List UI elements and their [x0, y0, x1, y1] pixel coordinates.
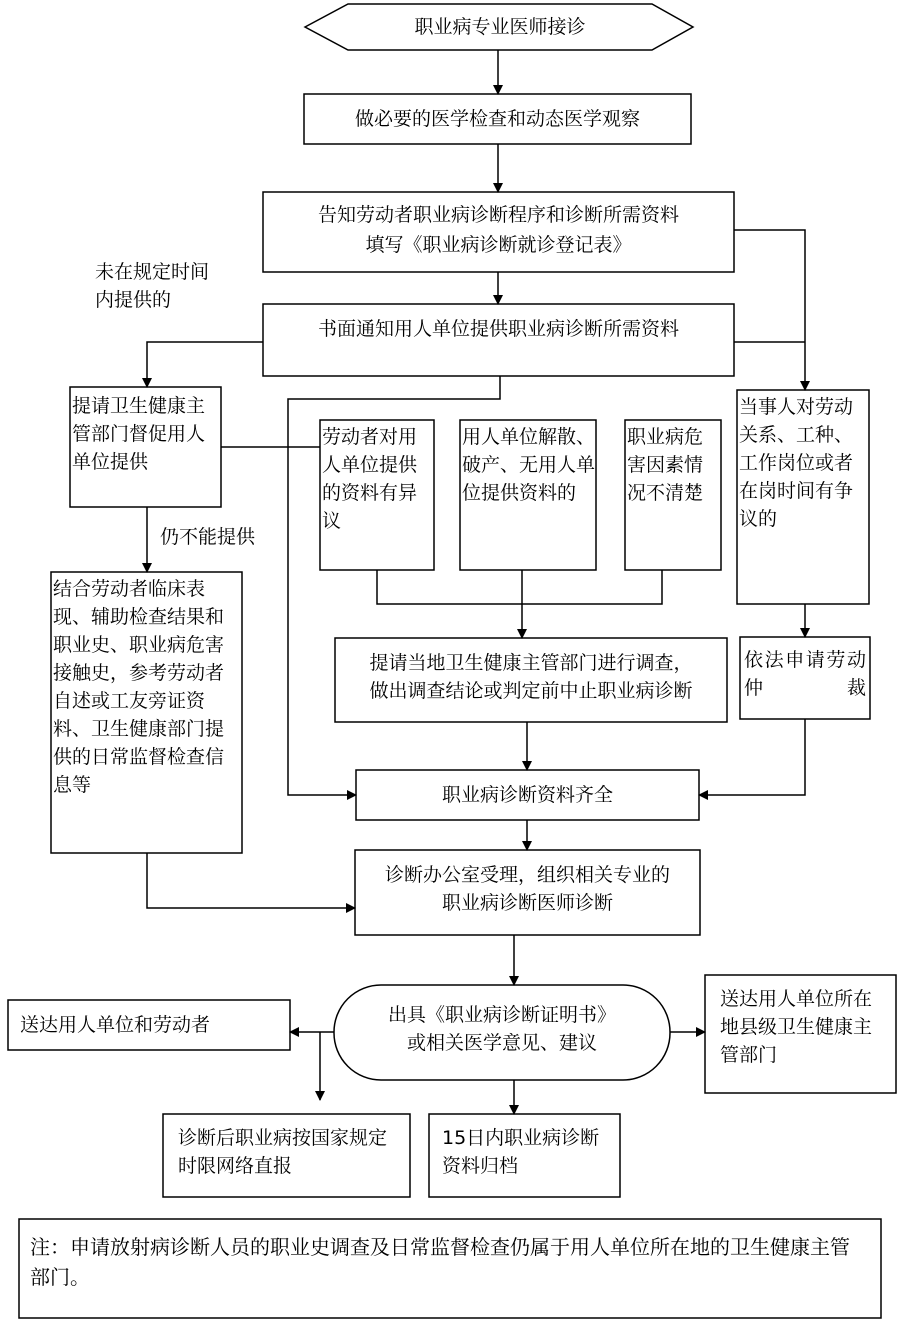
- investigate-label-line2: 做出调查结论或判定前中止职业病诊断: [369, 680, 693, 702]
- archive-label: 15日内职业病诊断资料归档: [442, 1127, 600, 1177]
- hazard-unclear-label: 职业病危害因素情况不清楚: [627, 426, 704, 504]
- certificate-label-line2: 或相关医学意见、建议: [406, 1032, 597, 1054]
- start-node-label: 职业病专业医师接诊: [414, 16, 586, 38]
- report-label: 诊断后职业病按国家规定时限网络直报: [178, 1127, 388, 1177]
- arbitration-label: 依法申请劳动仲裁: [744, 649, 866, 699]
- unit-dissolved-label: 用人单位解散、破产、无用人单位提供资料的: [462, 426, 596, 504]
- deliver-county-label: 送达用人单位所在地县级卫生健康主管部门: [720, 988, 873, 1066]
- not-provided-label: 未在规定时间内提供的: [95, 261, 210, 311]
- investigate-label-line1: 提请当地卫生健康主管部门进行调查，: [369, 652, 693, 674]
- deliver-both-label: 送达用人单位和劳动者: [20, 1014, 211, 1036]
- combine-label: 结合劳动者临床表现、辅助检查结果和职业史、职业病危害接触史，参考劳动者自述或工友旁证资料、卫生健康部门提供的日常监督检查信息等: [53, 578, 225, 796]
- inform-label-line1: 告知劳动者职业病诊断程序和诊断所需资料: [317, 204, 679, 226]
- exam-label: 做必要的医学检查和动态医学观察: [354, 108, 640, 130]
- note-text: 注：申请放射病诊断人员的职业史调查及日常监督检查仍属于用人单位所在地的卫生健康主管部门。: [30, 1235, 850, 1289]
- still-not-label: 仍不能提供: [160, 526, 256, 548]
- accept-label-line1: 诊断办公室受理，组织相关专业的: [384, 864, 670, 886]
- inform-label-line2: 填写《职业病诊断就诊登记表》: [365, 234, 632, 256]
- certificate-label-line1: 出具《职业病诊断证明书》: [387, 1004, 616, 1026]
- complete-label: 职业病诊断资料齐全: [441, 784, 613, 806]
- accept-label-line2: 职业病诊断医师诊断: [441, 892, 613, 914]
- notify-label: 书面通知用人单位提供职业病诊断所需资料: [317, 318, 679, 340]
- labor-dispute-label: 当事人对劳动关系、工种、工作岗位或者在岗时间有争议的: [739, 396, 854, 530]
- request-supervise-label: 提请卫生健康主管部门督促用人单位提供: [72, 395, 206, 473]
- dispute-materials-label: 劳动者对用人单位提供的资料有异议: [322, 426, 418, 532]
